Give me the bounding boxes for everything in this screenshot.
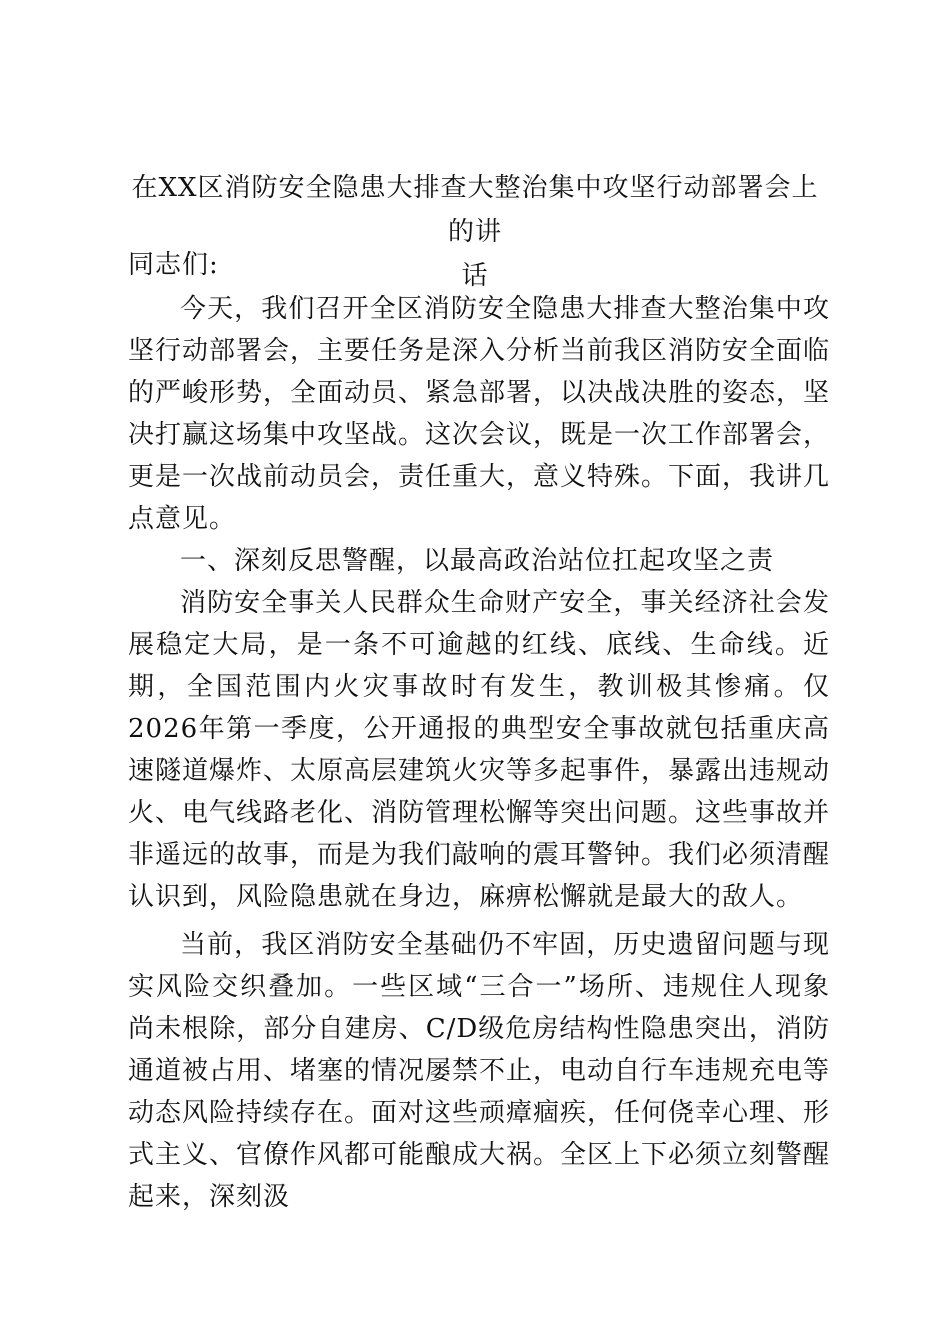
document-body — [128, 244, 830, 1218]
paragraph-body-2: 当前，我区消防安全基础仍不牢固，历史遗留问题与现实风险交织叠加。一些区域“三合一”场所、违规住人现象尚未根除，部分自建房、C/D级危房结构性隐患突出，消防通道被占用、堵塞的情况屡禁不止，电动自行车违规充电等动态风险持续存在。面对这些顽瘴痼疾，任何侥幸心理、形式主义、官僚作风都可能酿成大祸。全区上下必须立刻警醒起来，深刻汲 — [128, 930, 831, 1212]
title-line-2: 话 — [461, 261, 489, 291]
section-heading-1: 一、深刻反思警醒，以最高政治站位扛起攻坚之责 — [180, 546, 775, 576]
salutation: 同志们: — [128, 250, 219, 280]
paragraph-intro: 今天，我们召开全区消防安全隐患大排查大整治集中攻坚行动部署会，主要任务是深入分析当前我区消防安全面临的严峻形势，全面动员、紧急部署，以决战决胜的姿态，坚决打赢这场集中攻坚战。这次会议，既是一次工作部署会，更是一次战前动员会，责任重大，意义特殊。下面，我讲几点意见。 — [128, 294, 831, 534]
paragraph-body-1: 消防安全事关人民群众生命财产安全，事关经济社会发展稳定大局，是一条不可逾越的红线、底线、生命线。近期，全国范围内火灾事故时有发生，教训极其惨痛。仅2026年第一季度，公开通报的典型安全事故就包括重庆高速隧道爆炸、太原高层建筑火灾等多起事件，暴露出违规动火、电气线路老化、消防管理松懈等突出问题。这些事故并非遥远的故事，而是为我们敲响的震耳警钟。我们必须清醒认识到，风险隐患就在身边，麻痹松懈就是最大的敌人。 — [128, 588, 831, 912]
title-line-1: 在XX区消防安全隐患大排查大整治集中攻坚行动部署会上的讲 — [131, 173, 819, 247]
